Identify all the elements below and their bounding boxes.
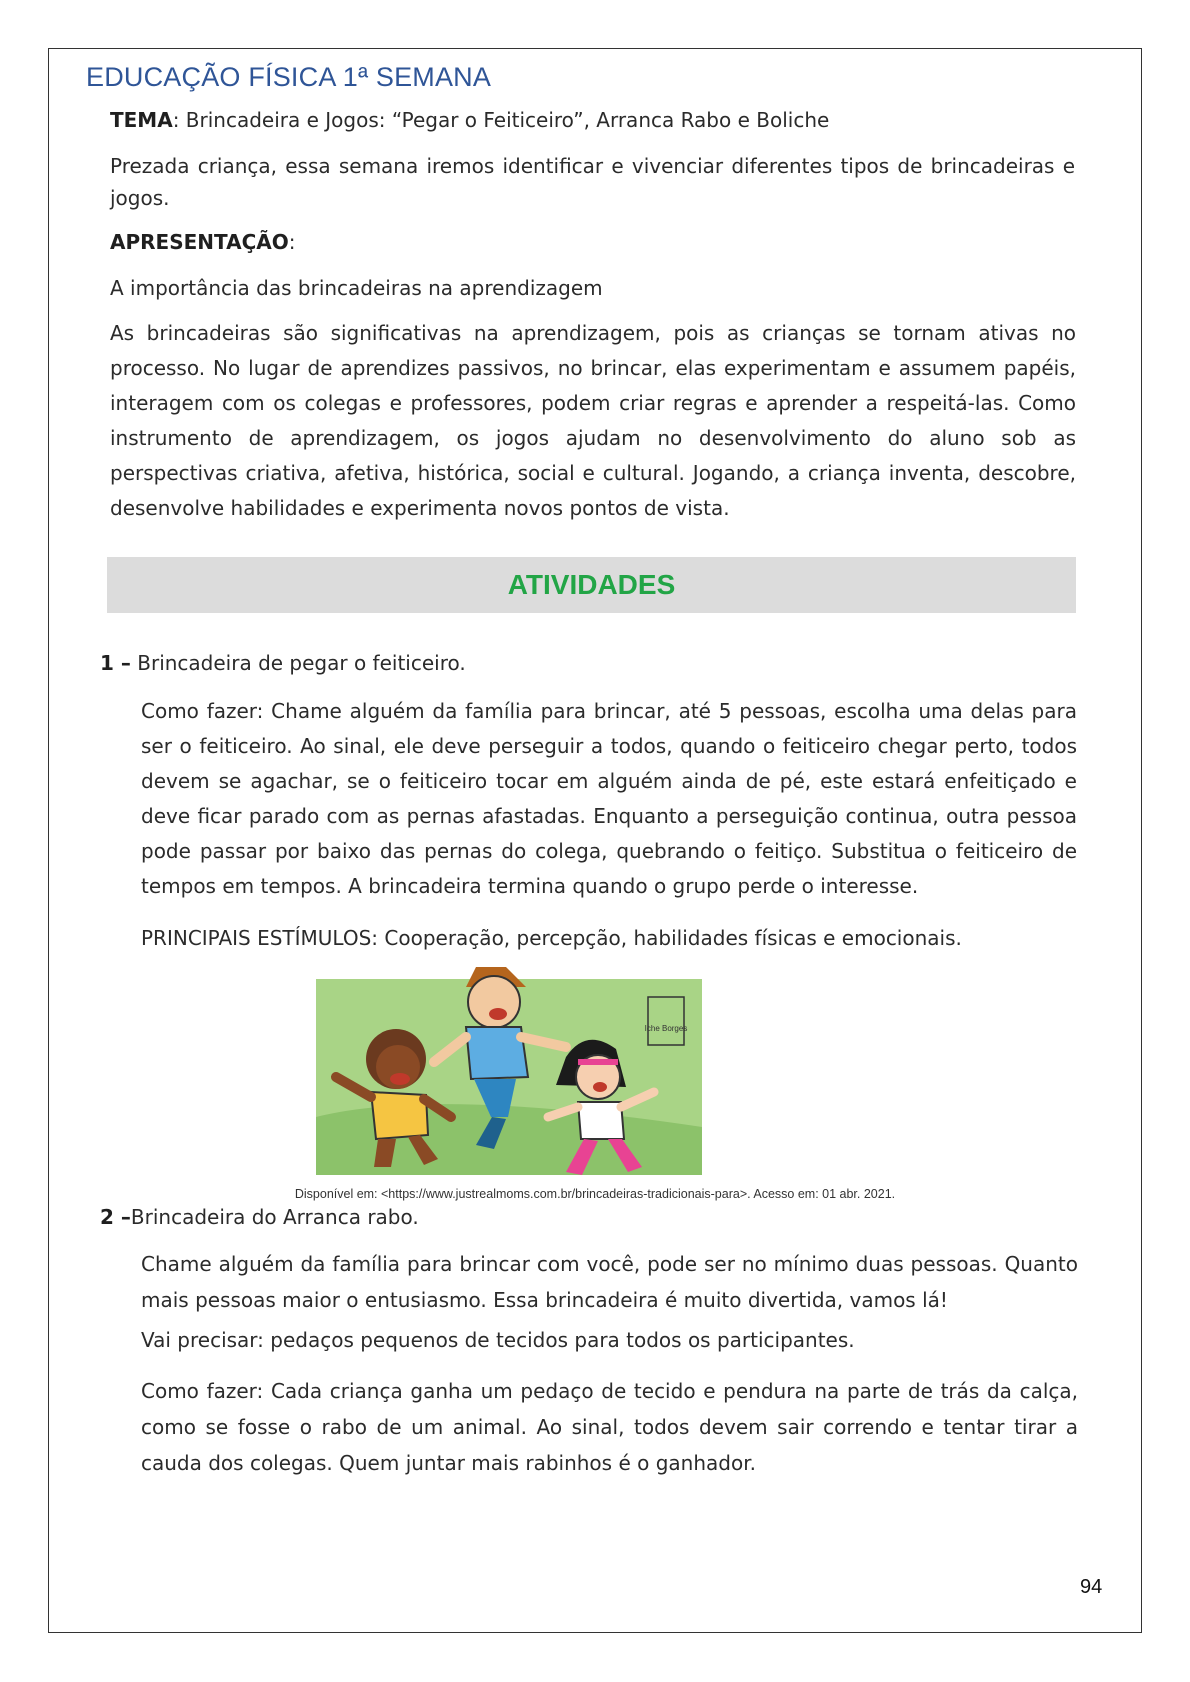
- activity-2-needs: Vai precisar: pedaços pequenos de tecidos para todos os participantes.: [141, 1328, 855, 1352]
- activity-2-invite-paragraph: Chame alguém da família para brincar com você, pode ser no mínimo duas pessoas. Quanto mais pessoas maior o entusiasmo. Essa brincadeira é muito divertida, vamos lá!: [141, 1252, 1078, 1312]
- activity-1-number: 1 –: [100, 651, 131, 675]
- activities-banner-label: ATIVIDADES: [507, 569, 676, 600]
- tema-line: [110, 104, 1070, 136]
- activities-banner: [107, 557, 1076, 613]
- greeting-paragraph: Prezada criança, essa semana iremos identificar e vivenciar diferentes tipos de brincadeiras e jogos.: [110, 154, 1075, 210]
- tema-text: : Brincadeira e Jogos: “Pegar o Feiticeiro”, Arranca Rabo e Boliche: [172, 108, 830, 132]
- image-caption: Disponível em: <https://www.justrealmoms.com.br/brincadeiras-tradicionais-para>. Acesso em: 01 abr. 2021.: [294, 1187, 896, 1201]
- activity-2-number: 2 –: [100, 1205, 131, 1229]
- tema-label: TEMA: [110, 108, 173, 132]
- activity-1-title: Brincadeira de pegar o feiticeiro.: [130, 651, 466, 675]
- activity-2-title: Brincadeira do Arranca rabo.: [130, 1205, 419, 1229]
- activity-2-how-paragraph: Como fazer: Cada criança ganha um pedaço de tecido e pendura na parte de trás da calça, como se fosse o rabo de um animal. Ao sinal, todos devem sair correndo e tentar tirar a cauda dos colegas. Quem juntar mais rabinhos é o ganhador.: [141, 1379, 1078, 1475]
- activity-1-stimuli: PRINCIPAIS ESTÍMULOS: Cooperação, percepção, habilidades físicas e emocionais.: [141, 926, 962, 950]
- activity-2-heading: [100, 1201, 1070, 1233]
- apresentacao-colon: :: [288, 230, 296, 254]
- page-title: EDUCAÇÃO FÍSICA 1ª SEMANA: [86, 62, 492, 92]
- intro-body-paragraph: As brincadeiras são significativas na aprendizagem, pois as crianças se tornam ativas no processo. No lugar de aprendizes passivos, no brincar, elas experimentam e assumem papéis, interagem com os colegas e professores, podem criar regras e aprender a respeitá-las. Como instrumento de aprendizagem, os jogos ajudam no desenvolvimento do aluno sob as perspectivas criativa, afetiva, histórica, social e cultural. Jogando, a criança inventa, descobre, desenvolve habilidades e experimenta novos pontos de vista.: [110, 321, 1076, 520]
- children-playing-illustration: [316, 967, 702, 1175]
- apresentacao-label: APRESENTAÇÃO: [110, 230, 289, 254]
- section-subtitle: A importância das brincadeiras na aprendizagem: [110, 276, 603, 300]
- activity-1-how-paragraph: Como fazer: Chame alguém da família para brincar, até 5 pessoas, escolha uma delas para ser o feiticeiro. Ao sinal, ele deve perseguir a todos, quando o feiticeiro chegar perto, todos devem se agachar, se o feiticeiro tocar em alguém ainda de pé, este estará enfeitiçado e deve ficar parado com as pernas afastadas. Enquanto a perseguição continua, outra pessoa pode passar por baixo das pernas do colega, quebrando o feitiço. Substitua o feiticeiro de tempos em tempos. A brincadeira termina quando o grupo perde o interesse.: [141, 699, 1077, 898]
- artist-signature: Iche Borges: [644, 1024, 688, 1033]
- page-number: 94: [1080, 1576, 1103, 1598]
- apresentacao-heading: [110, 226, 1070, 258]
- activity-1-heading: [100, 647, 1070, 679]
